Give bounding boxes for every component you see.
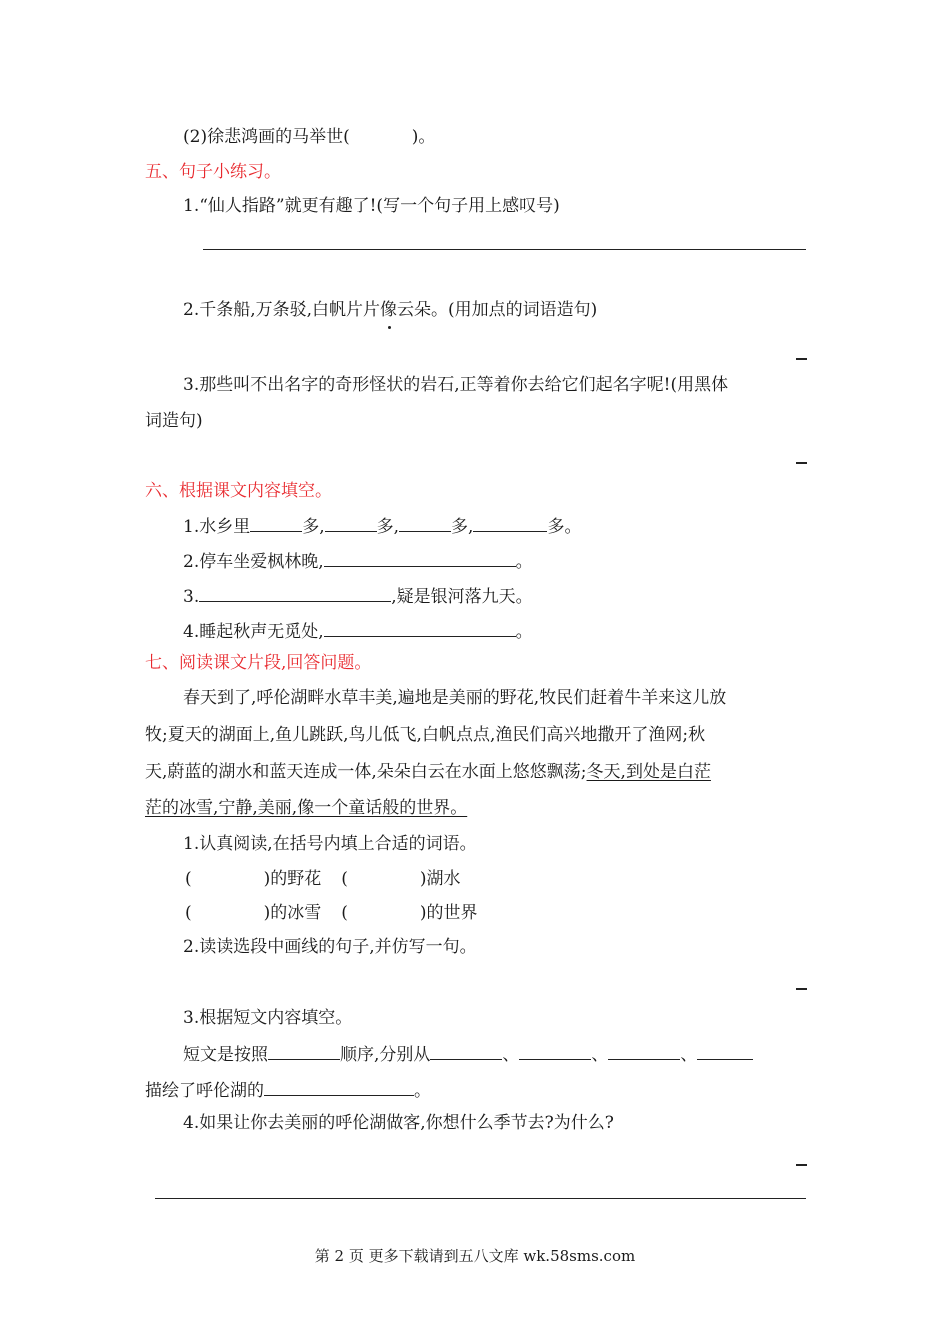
answer-line-1[interactable] <box>203 249 806 250</box>
passage-line-2: 牧;夏天的湖面上,鱼儿跳跃,鸟儿低飞,白帆点点,渔民们高兴地撒开了渔网;秋 <box>145 725 706 745</box>
blank[interactable] <box>268 1042 340 1060</box>
sec7-question-2: 2.读读选段中画线的句子,并仿写一句。 <box>183 937 477 957</box>
underlined-sentence: 冬天,到处是白茫 <box>586 762 711 782</box>
blank[interactable] <box>250 514 302 532</box>
sec7-question-4: 4.如果让你去美丽的呼伦湖做客,你想什么季节去?为什么? <box>183 1113 614 1133</box>
section-7-title: 七、阅读课文片段,回答问题。 <box>145 653 372 673</box>
paren-row-1: ( )的野花 ( )湖水 <box>185 869 461 889</box>
paren-row-2: ( )的冰雪 ( )的世界 <box>185 903 478 923</box>
question-4-2: (2)徐悲鸿画的马举世( )。 <box>183 127 436 147</box>
blank[interactable] <box>697 1042 753 1060</box>
sec6-question-2: 2.停车坐爱枫林晚, 。 <box>183 549 533 573</box>
section-5-title: 五、句子小练习。 <box>145 162 281 182</box>
blank[interactable] <box>399 514 451 532</box>
blank[interactable] <box>264 1078 414 1096</box>
sec7-question-1: 1.认真阅读,在括号内填上合适的词语。 <box>183 834 477 854</box>
blank[interactable] <box>325 514 377 532</box>
sec7-question-3-line1: 短文是按照 顺序,分别从 、 、 、 <box>183 1042 753 1066</box>
dotted-word: 像 <box>380 300 398 320</box>
sec5-question-1: 1.“仙人指路”就更有趣了!(写一个句子用上感叹号) <box>183 196 560 216</box>
sec5-question-3-line2: 词造句) <box>145 411 203 431</box>
passage-line-4 <box>145 797 467 819</box>
sec6-question-1: 1.水乡里 多, 多, 多, 多。 <box>183 514 581 538</box>
blank[interactable] <box>324 549 516 567</box>
answer-line-5[interactable] <box>796 1164 807 1166</box>
blank[interactable] <box>473 514 547 532</box>
blank[interactable] <box>430 1042 502 1060</box>
answer-line-4[interactable] <box>796 988 807 990</box>
sec7-question-3-line2: 描绘了呼伦湖的 。 <box>145 1078 431 1102</box>
answer-line-3[interactable] <box>796 462 807 464</box>
sec6-question-3: 3. ,疑是银河落九天。 <box>183 584 533 608</box>
sec5-question-3-line1: 3.那些叫不出名字的奇形怪状的岩石,正等着你去给它们起名字呢!(用黑体 <box>183 375 729 395</box>
passage-line-3: 天,蔚蓝的湖水和蓝天连成一体,朵朵白云在水面上悠悠飘荡;冬天,到处是白茫 <box>145 762 711 782</box>
answer-line-6[interactable] <box>155 1198 806 1199</box>
answer-line-2[interactable] <box>796 358 807 360</box>
blank[interactable] <box>519 1042 591 1060</box>
sec5-question-2: 2.千条船,万条驳,白帆片片像云朵。(用加点的词语造句) <box>183 300 598 320</box>
sec7-question-3: 3.根据短文内容填空。 <box>183 1008 353 1028</box>
sec6-question-4: 4.睡起秋声无觅处, 。 <box>183 619 533 643</box>
blank[interactable] <box>608 1042 680 1060</box>
blank[interactable] <box>199 584 391 602</box>
page-footer: 第 2 页 更多下载请到五八文库 wk.58sms.com <box>314 1247 636 1265</box>
underlined-sentence: 茫的冰雪,宁静,美丽,像一个童话般的世界。 <box>145 798 468 818</box>
passage-line-1: 春天到了,呼伦湖畔水草丰美,遍地是美丽的野花,牧民们赶着牛羊来这儿放 <box>183 688 727 708</box>
blank[interactable] <box>324 619 516 637</box>
section-6-title: 六、根据课文内容填空。 <box>145 481 332 501</box>
